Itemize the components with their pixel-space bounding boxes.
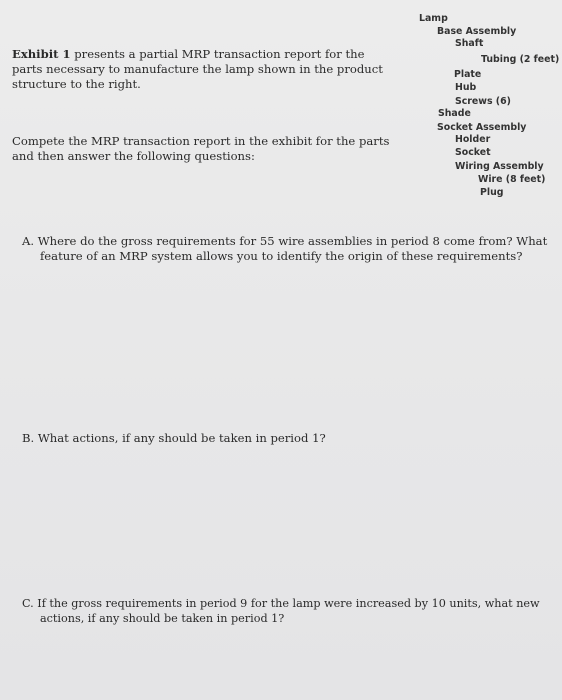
question-b-text: B. What actions, if any should be taken in period 1? — [22, 431, 326, 445]
intro-text: presents a partial MRP transaction report for the parts necessary to manufacture the lamp shown in the product structure to the right. — [12, 47, 383, 91]
tree-plug: Plug — [480, 187, 504, 198]
tree-plate: Plate — [454, 69, 482, 80]
question-b — [22, 431, 552, 446]
instruction-paragraph: Compete the MRP transaction report in the exhibit for the parts and then answer the following questions: — [12, 134, 390, 163]
tree-hub: Hub — [455, 82, 477, 93]
tree-holder: Holder — [455, 134, 491, 145]
question-a-text: A. Where do the gross requirements for 55 wire assemblies in period 8 come from? What feature of an MRP system allows you to identify the origin of these requirements? — [22, 234, 548, 263]
tree-wiring-assembly: Wiring Assembly — [455, 161, 544, 172]
tree-socket: Socket — [455, 147, 491, 158]
tree-base-assembly: Base Assembly — [437, 26, 517, 37]
tree-shade: Shade — [438, 108, 471, 119]
exhibit-reference: Exhibit 1 — [12, 47, 71, 61]
question-c-text: C. If the gross requirements in period 9 for the lamp were increased by 10 units, what new actions, if any should be taken in period 1? — [22, 597, 540, 625]
question-a — [22, 234, 552, 264]
tree-wire: Wire (8 feet) — [478, 174, 546, 185]
intro-paragraph — [12, 47, 392, 92]
tree-shaft: Shaft — [455, 38, 484, 49]
question-c — [22, 596, 552, 626]
tree-tubing: Tubing (2 feet) — [481, 54, 560, 65]
tree-socket-assembly: Socket Assembly — [437, 122, 527, 133]
tree-screws: Screws (6) — [455, 96, 511, 107]
tree-lamp: Lamp — [419, 13, 448, 24]
